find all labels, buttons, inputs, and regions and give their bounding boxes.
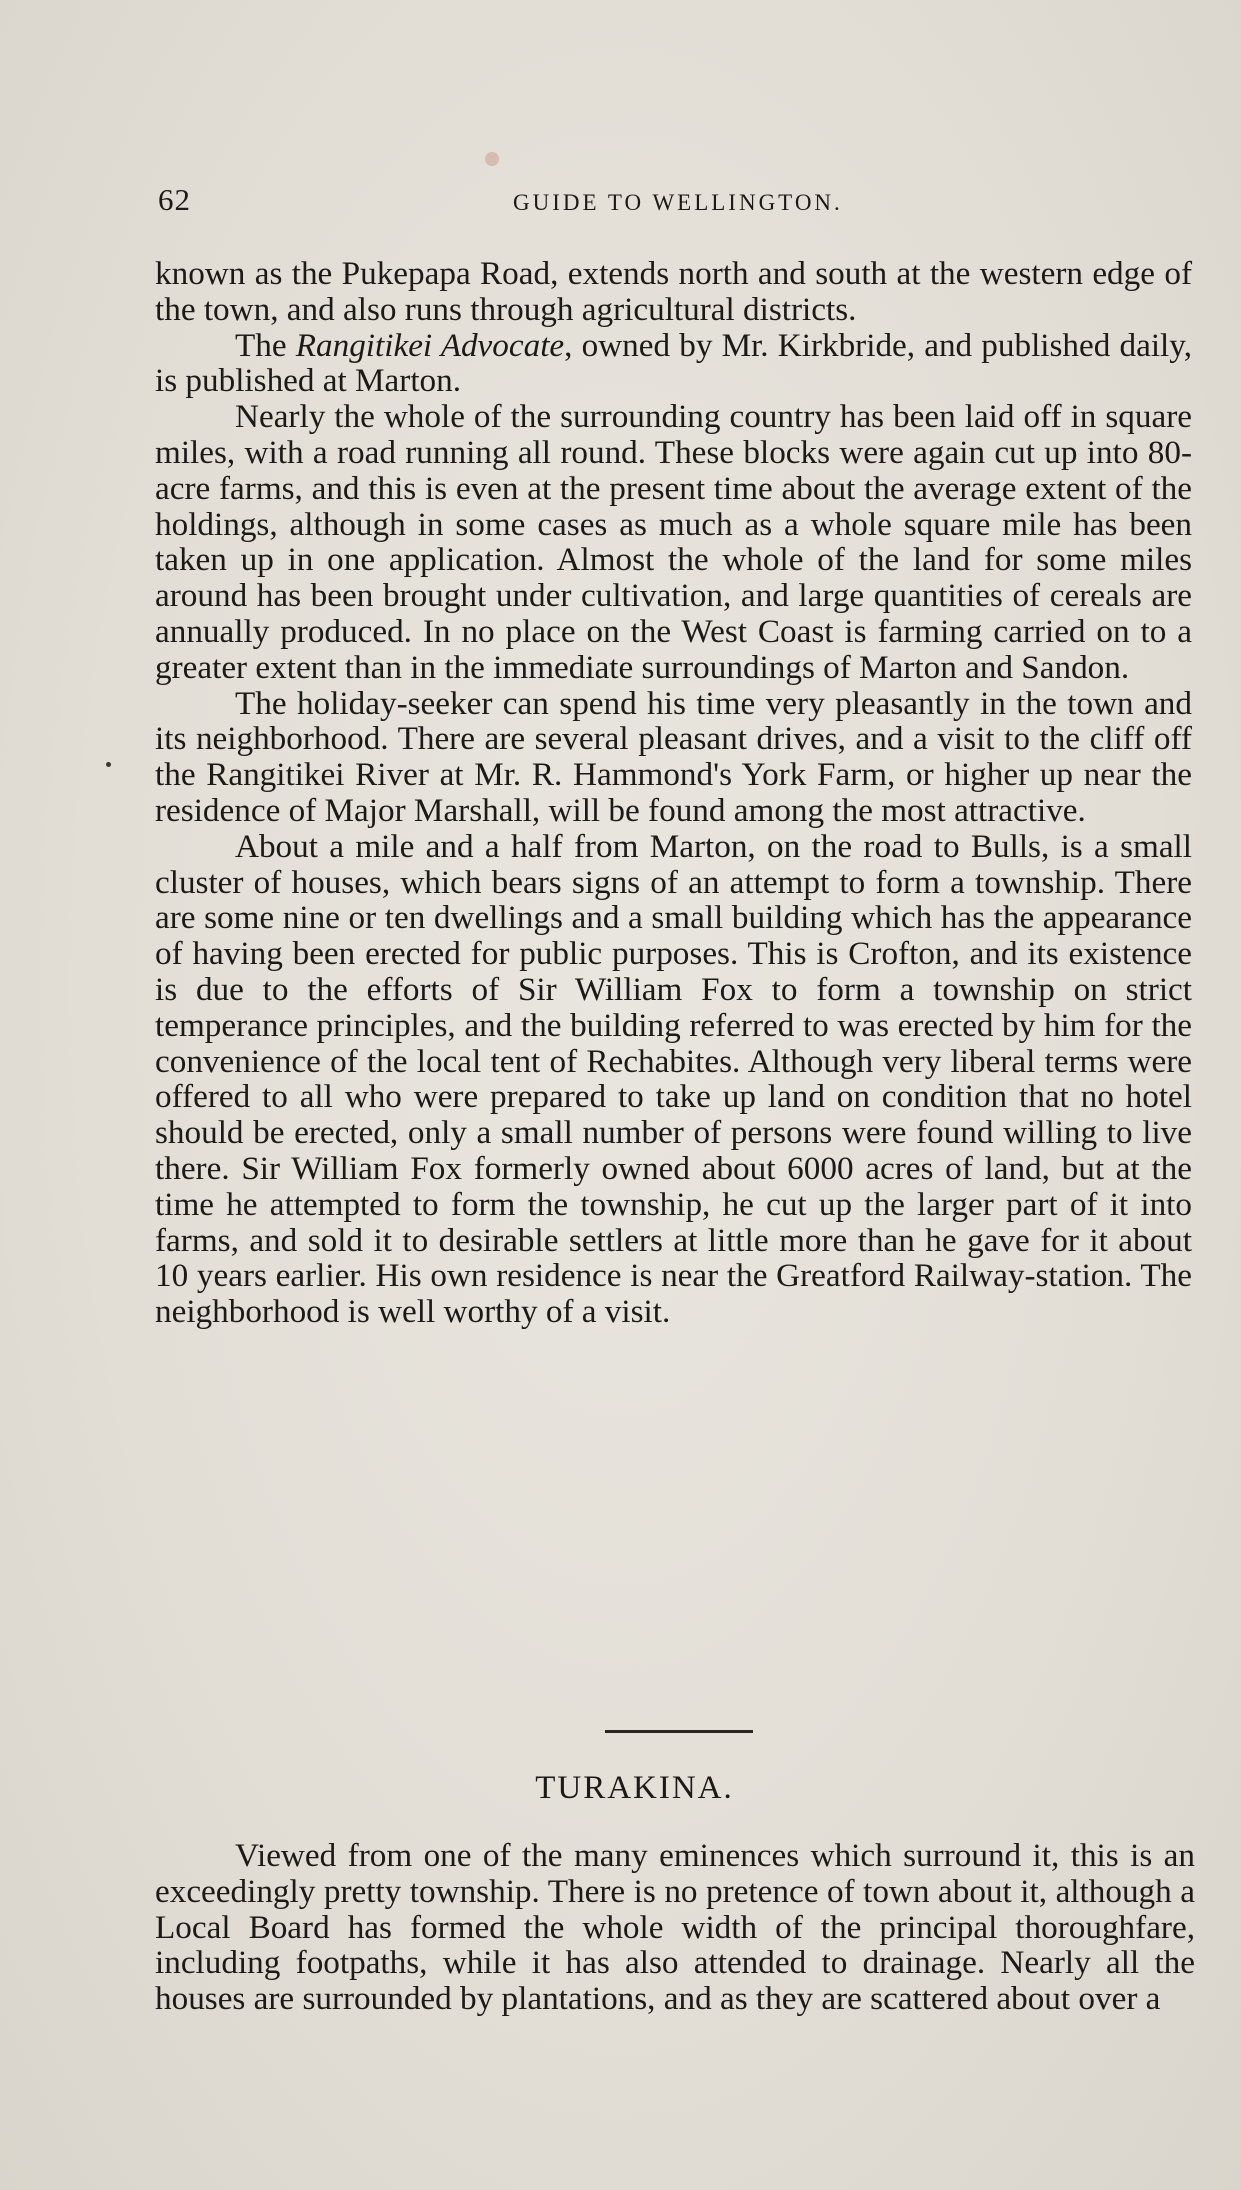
page-number: 62 (158, 182, 191, 217)
paragraph-holiday: The holiday-seeker can spend his time very pleasantly in the town and its neighborhood. There are several pleasant drives, and a visit to the cliff off the Rangitikei River at Mr. R. Hammond's York Farm, or higher up near the residence of Major Marshall, will be found among the most attractive. (155, 684, 1192, 829)
advocate-prefix: The (235, 326, 296, 364)
paragraph-turakina: Viewed from one of the many eminences which surround it, this is an exceedingly pretty township. There is no pretence of town about it, although a Local Board has formed the whole width of the principal thoroughfare, including footpaths, while it has also attended to drainage. Nearly all the houses are surrounded by plantations, and as they are scattered about over a (155, 1837, 1195, 2018)
paragraph-advocate (155, 328, 1192, 400)
paragraph-continuation: known as the Pukepapa Road, extends north and south at the western edge of the town, and also runs through agricultural districts. (155, 255, 1192, 328)
running-head: GUIDE TO WELLINGTON. (513, 190, 843, 215)
paragraph-crofton: About a mile and a half from Marton, on the road to Bulls, is a small cluster of houses, which bears signs of an attempt to form a township. There are some nine or ten dwellings and a small building which has the appearance of having been erected for public purposes. This is Crofton, and its existence is due to the efforts of Sir William Fox to form a township on strict temperance principles, and the building referred to was erected by him for the convenience of the local tent of Rechabites. Although very liberal terms were offered to all who were prepared to take up land on condition that no hotel should be erected, only a small number of persons were found willing to live there. Sir William Fox formerly owned about 6000 acres of land, but at the time he attempted to form the township, he cut up the larger part of it into farms, and sold it to desirable settlers at little more than he gave for it about 10 years earlier. His own residence is near the Greatford Railway-station. The neighborhood is well worthy of a visit. (155, 827, 1192, 1331)
body-text (155, 256, 1192, 1330)
ink-dot (106, 762, 111, 767)
section-title: TURAKINA. (535, 1770, 734, 1806)
section-text (155, 1838, 1195, 2017)
newspaper-title: Rangitikei Advocate (295, 326, 565, 364)
page-header (158, 182, 1198, 232)
paper-blemish (485, 152, 499, 166)
paragraph-land: Nearly the whole of the surrounding country has been laid off in square miles, with a road running all round. These blocks were again cut up into 80-acre farms, and this is even at the present time about the average extent of the holdings, although in some cases as much as a whole square mile has been taken up in one application. Almost the whole of the land for some miles around has been brought under cultivation, and large quantities of cereals are annually produced. In no place on the West Coast is farming carried on to a greater extent than in the immediate surroundings of Marton and Sandon. (155, 398, 1192, 686)
advocate-suffix: , owned by Mr. Kirkbride, and published daily, is published at Marton. (155, 326, 1192, 400)
section-divider (605, 1730, 753, 1733)
